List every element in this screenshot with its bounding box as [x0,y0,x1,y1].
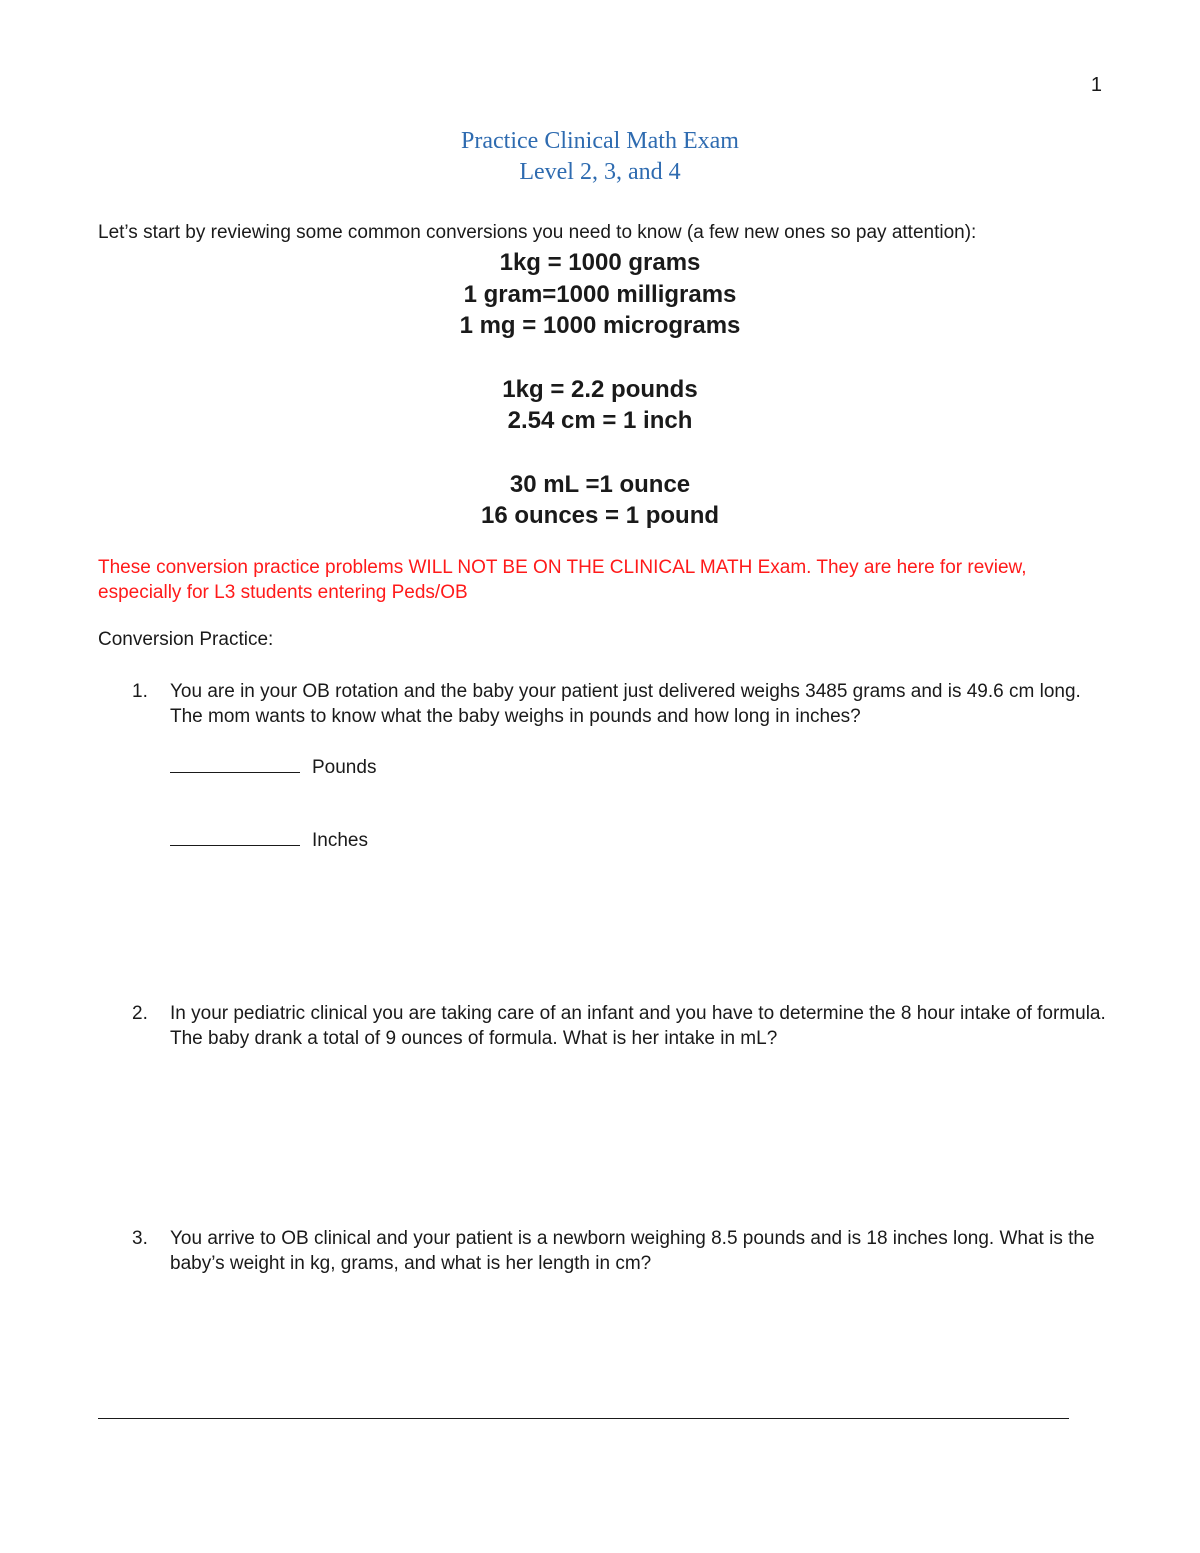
answer-blank[interactable] [170,827,300,846]
section-heading: Conversion Practice: [98,629,274,650]
question-text: You are in your OB rotation and the baby your patient just delivered weighs 3485 grams and is 49.6 cm long. The mom wants to know what the baby weighs in pounds and how long in inches? [170,681,1081,727]
bottom-divider [98,1418,1069,1419]
answer-unit: Pounds [312,757,377,778]
intro-text: Let’s start by reviewing some common conversions you need to know (a few new ones so pay attention): [98,222,977,243]
question-text: In your pediatric clinical you are taking care of an infant and you have to determine the 8 hour intake of formula. The baby drank a total of 9 ounces of formula. What is her intake in mL? [170,1003,1106,1049]
question-number: 2. [132,1003,148,1024]
answer-pounds [170,754,376,779]
conversion-item: 16 ounces = 1 pound [480,502,720,529]
answer-unit: Inches [312,830,368,851]
answer-blank[interactable] [170,754,300,773]
conversion-item: 1kg = 2.2 pounds [502,375,698,403]
warning-note: These conversion practice problems WILL NOT BE ON THE CLINICAL MATH Exam. They are here for review, especially for L3 students entering Peds/OB [98,557,1027,603]
conversion-item: 2.54 cm = 1 inch [507,407,693,434]
conversion-item: 1kg = 1000 grams [499,249,701,276]
conversion-item: 1 mg = 1000 micrograms [459,312,741,339]
title-line-2: Level 2, 3, and 4 [519,159,681,185]
question-number: 3. [132,1228,148,1249]
page-number: 1 [1090,74,1102,96]
question-text: You arrive to OB clinical and your patient is a newborn weighing 8.5 pounds and is 18 inches long. What is the baby’s weight in kg, grams, and what is her length in cm? [170,1228,1095,1274]
answer-inches [170,827,368,852]
title-line-1: Practice Clinical Math Exam [461,128,739,154]
conversion-list [0,247,1200,532]
document-title [0,126,1200,188]
conversion-item: 30 mL =1 ounce [509,470,691,498]
conversion-item: 1 gram=1000 milligrams [463,280,737,308]
question-number: 1. [132,681,148,702]
